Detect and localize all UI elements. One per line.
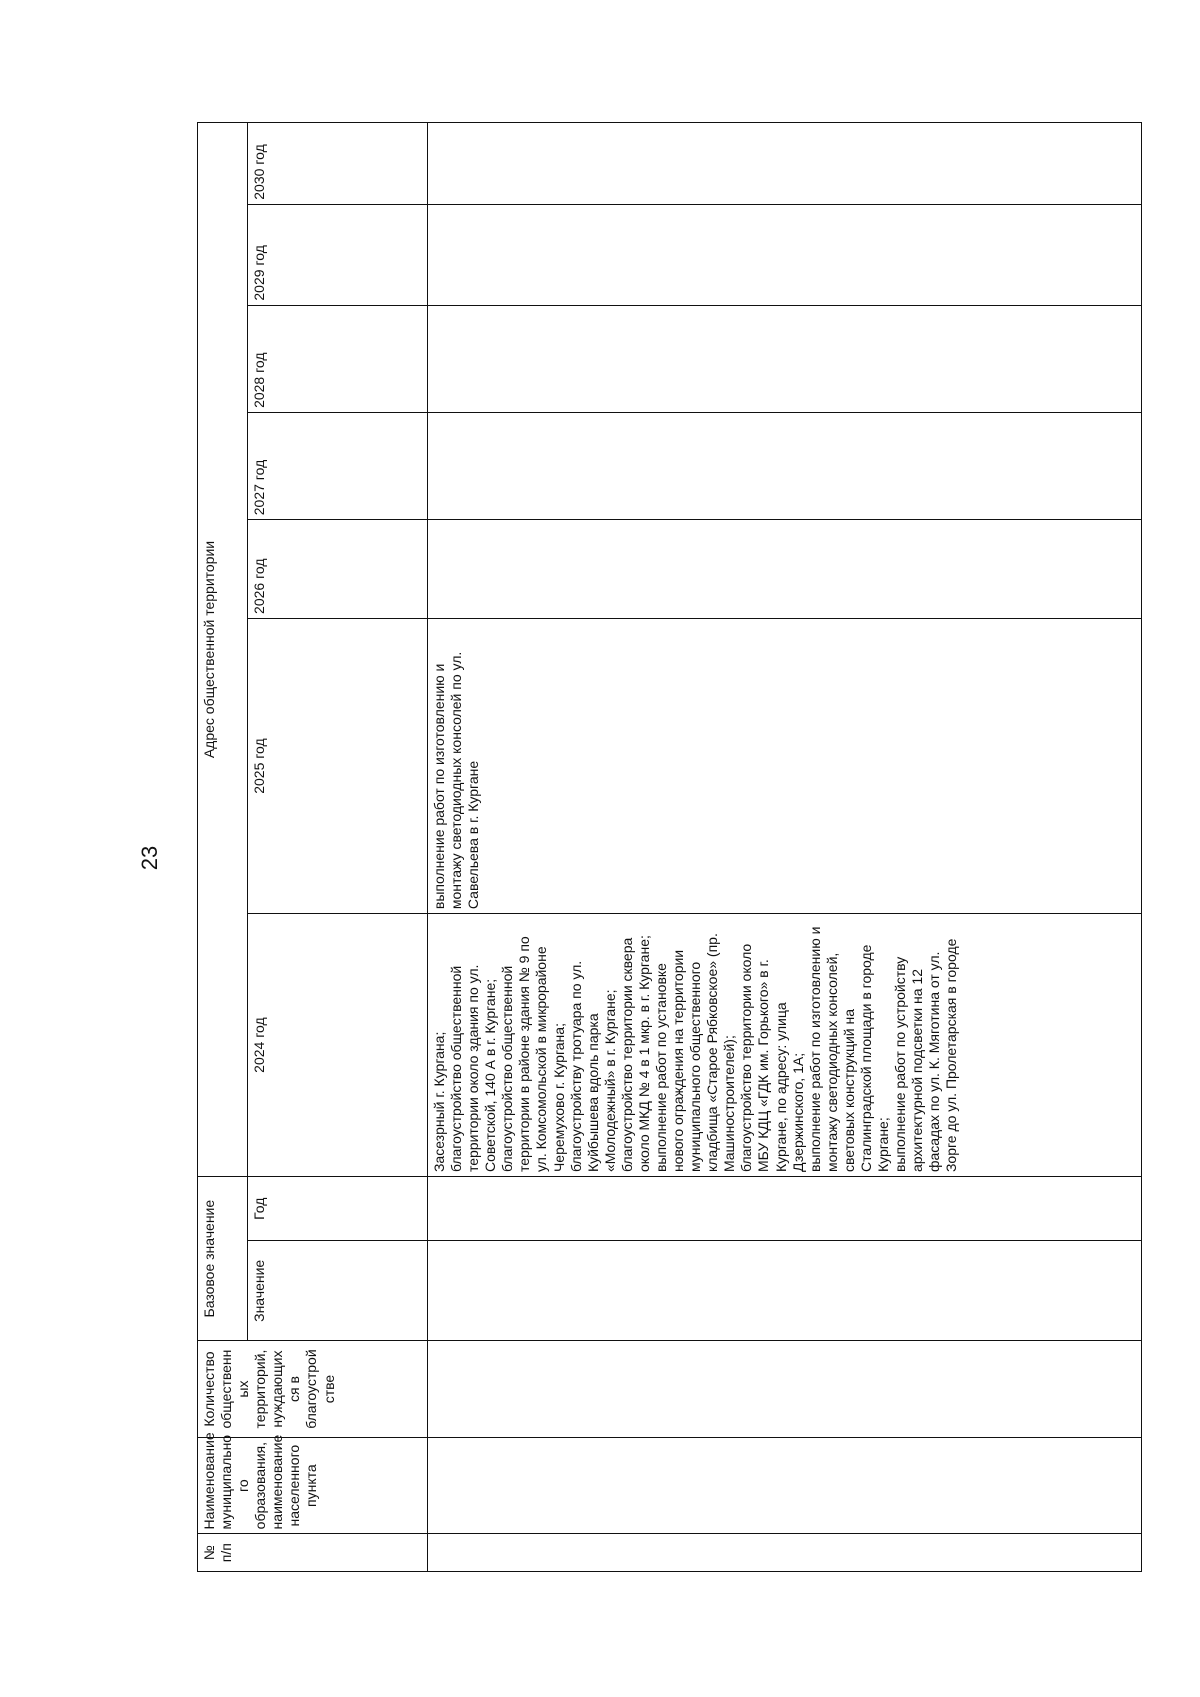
header-base-value-year: Год — [248, 1177, 428, 1241]
header-year-2026: 2026 год — [248, 520, 428, 619]
cell-municipality — [428, 1437, 1142, 1534]
header-year-2028: 2028 год — [248, 305, 428, 412]
cell-2025: выполнение работ по изготовлению и монтажу светодиодных консолей по ул. Савельева в г. Кургане — [428, 618, 1142, 913]
header-municipality: Наименование муниципально го образования, наименование населенного пункта — [198, 1437, 428, 1534]
cell-2026 — [428, 520, 1142, 619]
rotated-table-container — [197, 122, 1142, 1572]
header-count: Количество общественн ых территорий, нуждающих ся в благоустрой стве — [198, 1341, 428, 1438]
cell-value — [428, 1241, 1142, 1341]
cell-num — [428, 1534, 1142, 1572]
header-num: № п/п — [198, 1534, 428, 1572]
cell-2027 — [428, 412, 1142, 519]
table-row — [428, 123, 1142, 1572]
territory-table — [197, 122, 1142, 1572]
cell-2030 — [428, 123, 1142, 205]
page-number: 23 — [137, 845, 162, 871]
cell-year — [428, 1177, 1142, 1241]
header-base-value-value: Значение — [248, 1241, 428, 1341]
header-year-2029: 2029 год — [248, 204, 428, 305]
cell-2024: Засезрный г. Кургана; благоустройство общественной территории около здания по ул. Советской, 140 А в г. Кургане; благоустройство общественной территории в районе здания № 9 по ул. Комсомольской в микрорайоне Черемухово г. Кургана; благоустройству тротуара по ул. Куйбышева вдоль парка «Молодежный» в г. Кургане; благоустройство территории сквера около МКД № 4 в 1 мкр. в г. Кургане; выполнение работ по установке нового ограждения на территории муниципального общественного кладбища «Старое Рябковское» (пр. Машиностроителей); благоустройство территории около МБУ КДЦ «ГДК им. Горького» в г. Кургане, по адресу: улица Дзержинского, 1А; выполнение работ по изготовлению и монтажу светодиодных консолей, световых конструкций на Сталинградской площади в городе Кургане; выполнение работ по устройству архитектурной подсветки на 12 фасадах по ул. К. Мяготина от ул. Зорге до ул. Пролетарская в городе — [428, 914, 1142, 1177]
cell-2029 — [428, 204, 1142, 305]
header-base-value: Базовое значение — [198, 1177, 248, 1341]
cell-count — [428, 1341, 1142, 1438]
header-year-2024: 2024 год — [248, 914, 428, 1177]
header-address: Адрес общественной территории — [198, 123, 248, 1177]
cell-2028 — [428, 305, 1142, 412]
header-row-1 — [198, 123, 248, 1572]
header-year-2030: 2030 год — [248, 123, 428, 205]
header-year-2027: 2027 год — [248, 412, 428, 519]
header-year-2025: 2025 год — [248, 618, 428, 913]
